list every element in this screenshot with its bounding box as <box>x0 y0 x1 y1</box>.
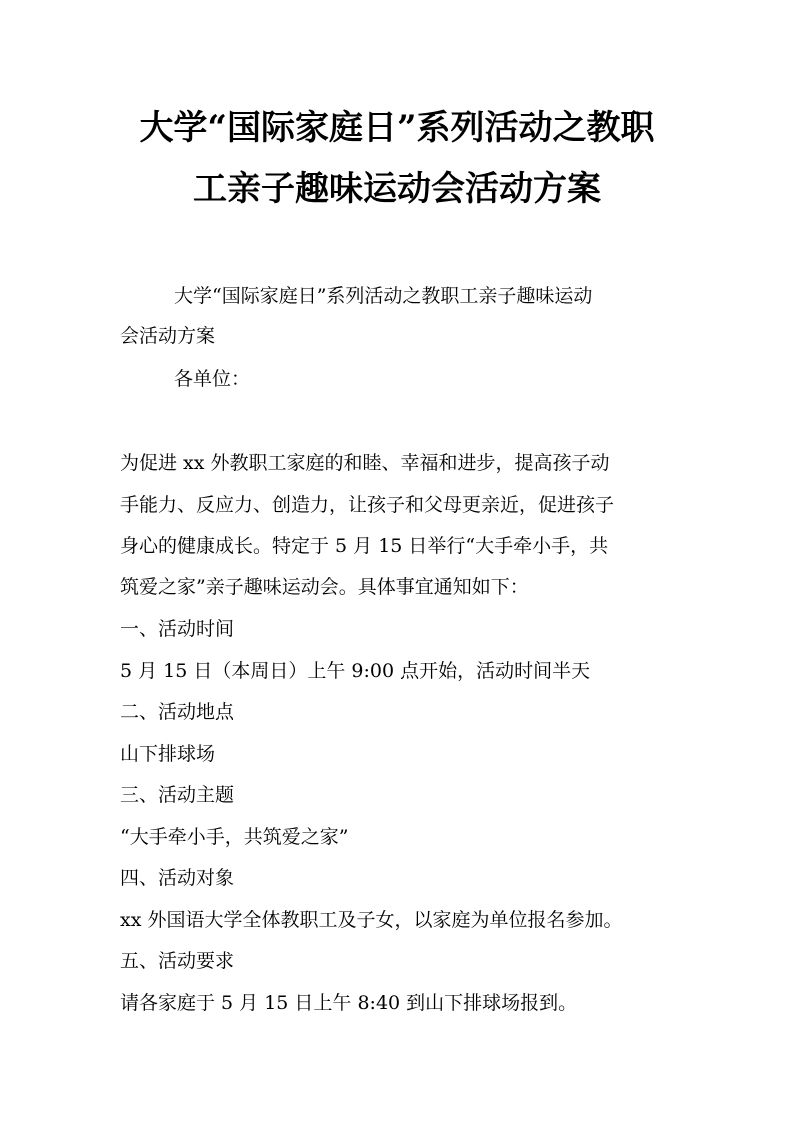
section-heading-time: 一、活动时间 <box>120 618 235 640</box>
section-content-requirements: 请各家庭于 5 月 15 日上午 8:40 到山下排球场报到。 <box>120 992 578 1014</box>
body-line-4: 筑爱之家”亲子趣味运动会。具体事宜通知如下： <box>120 576 529 598</box>
section-heading-requirements: 五、活动要求 <box>120 950 235 972</box>
intro-line-2: 会活动方案 <box>120 325 216 347</box>
section-heading-location: 二、活动地点 <box>120 701 235 723</box>
section-content-theme: “大手牵小手，共筑爱之家” <box>120 826 349 848</box>
section-content-location: 山下排球场 <box>120 743 216 765</box>
document-title-line-1: 大学“国际家庭日”系列活动之教职 <box>139 108 655 148</box>
body-line-3: 身心的健康成长。特定于 5 月 15 日举行“大手牵小手，共 <box>120 535 609 557</box>
document-title-line-2: 工亲子趣味运动会活动方案 <box>193 169 601 209</box>
body-line-2: 手能力、反应力、创造力，让孩子和父母更亲近，促进孩子 <box>120 494 615 516</box>
section-heading-theme: 三、活动主题 <box>120 784 235 806</box>
section-heading-participants: 四、活动对象 <box>120 867 235 889</box>
salutation: 各单位： <box>174 368 251 390</box>
section-content-time: 5 月 15 日（本周日）上午 9:00 点开始，活动时间半天 <box>120 660 591 682</box>
body-line-1: 为促进 xx 外教职工家庭的和睦、幸福和进步，提高孩子动 <box>120 452 610 474</box>
section-content-participants: xx 外国语大学全体教职工及子女，以家庭为单位报名参加。 <box>120 909 623 931</box>
intro-line-1: 大学“国际家庭日”系列活动之教职工亲子趣味运动 <box>174 285 593 307</box>
